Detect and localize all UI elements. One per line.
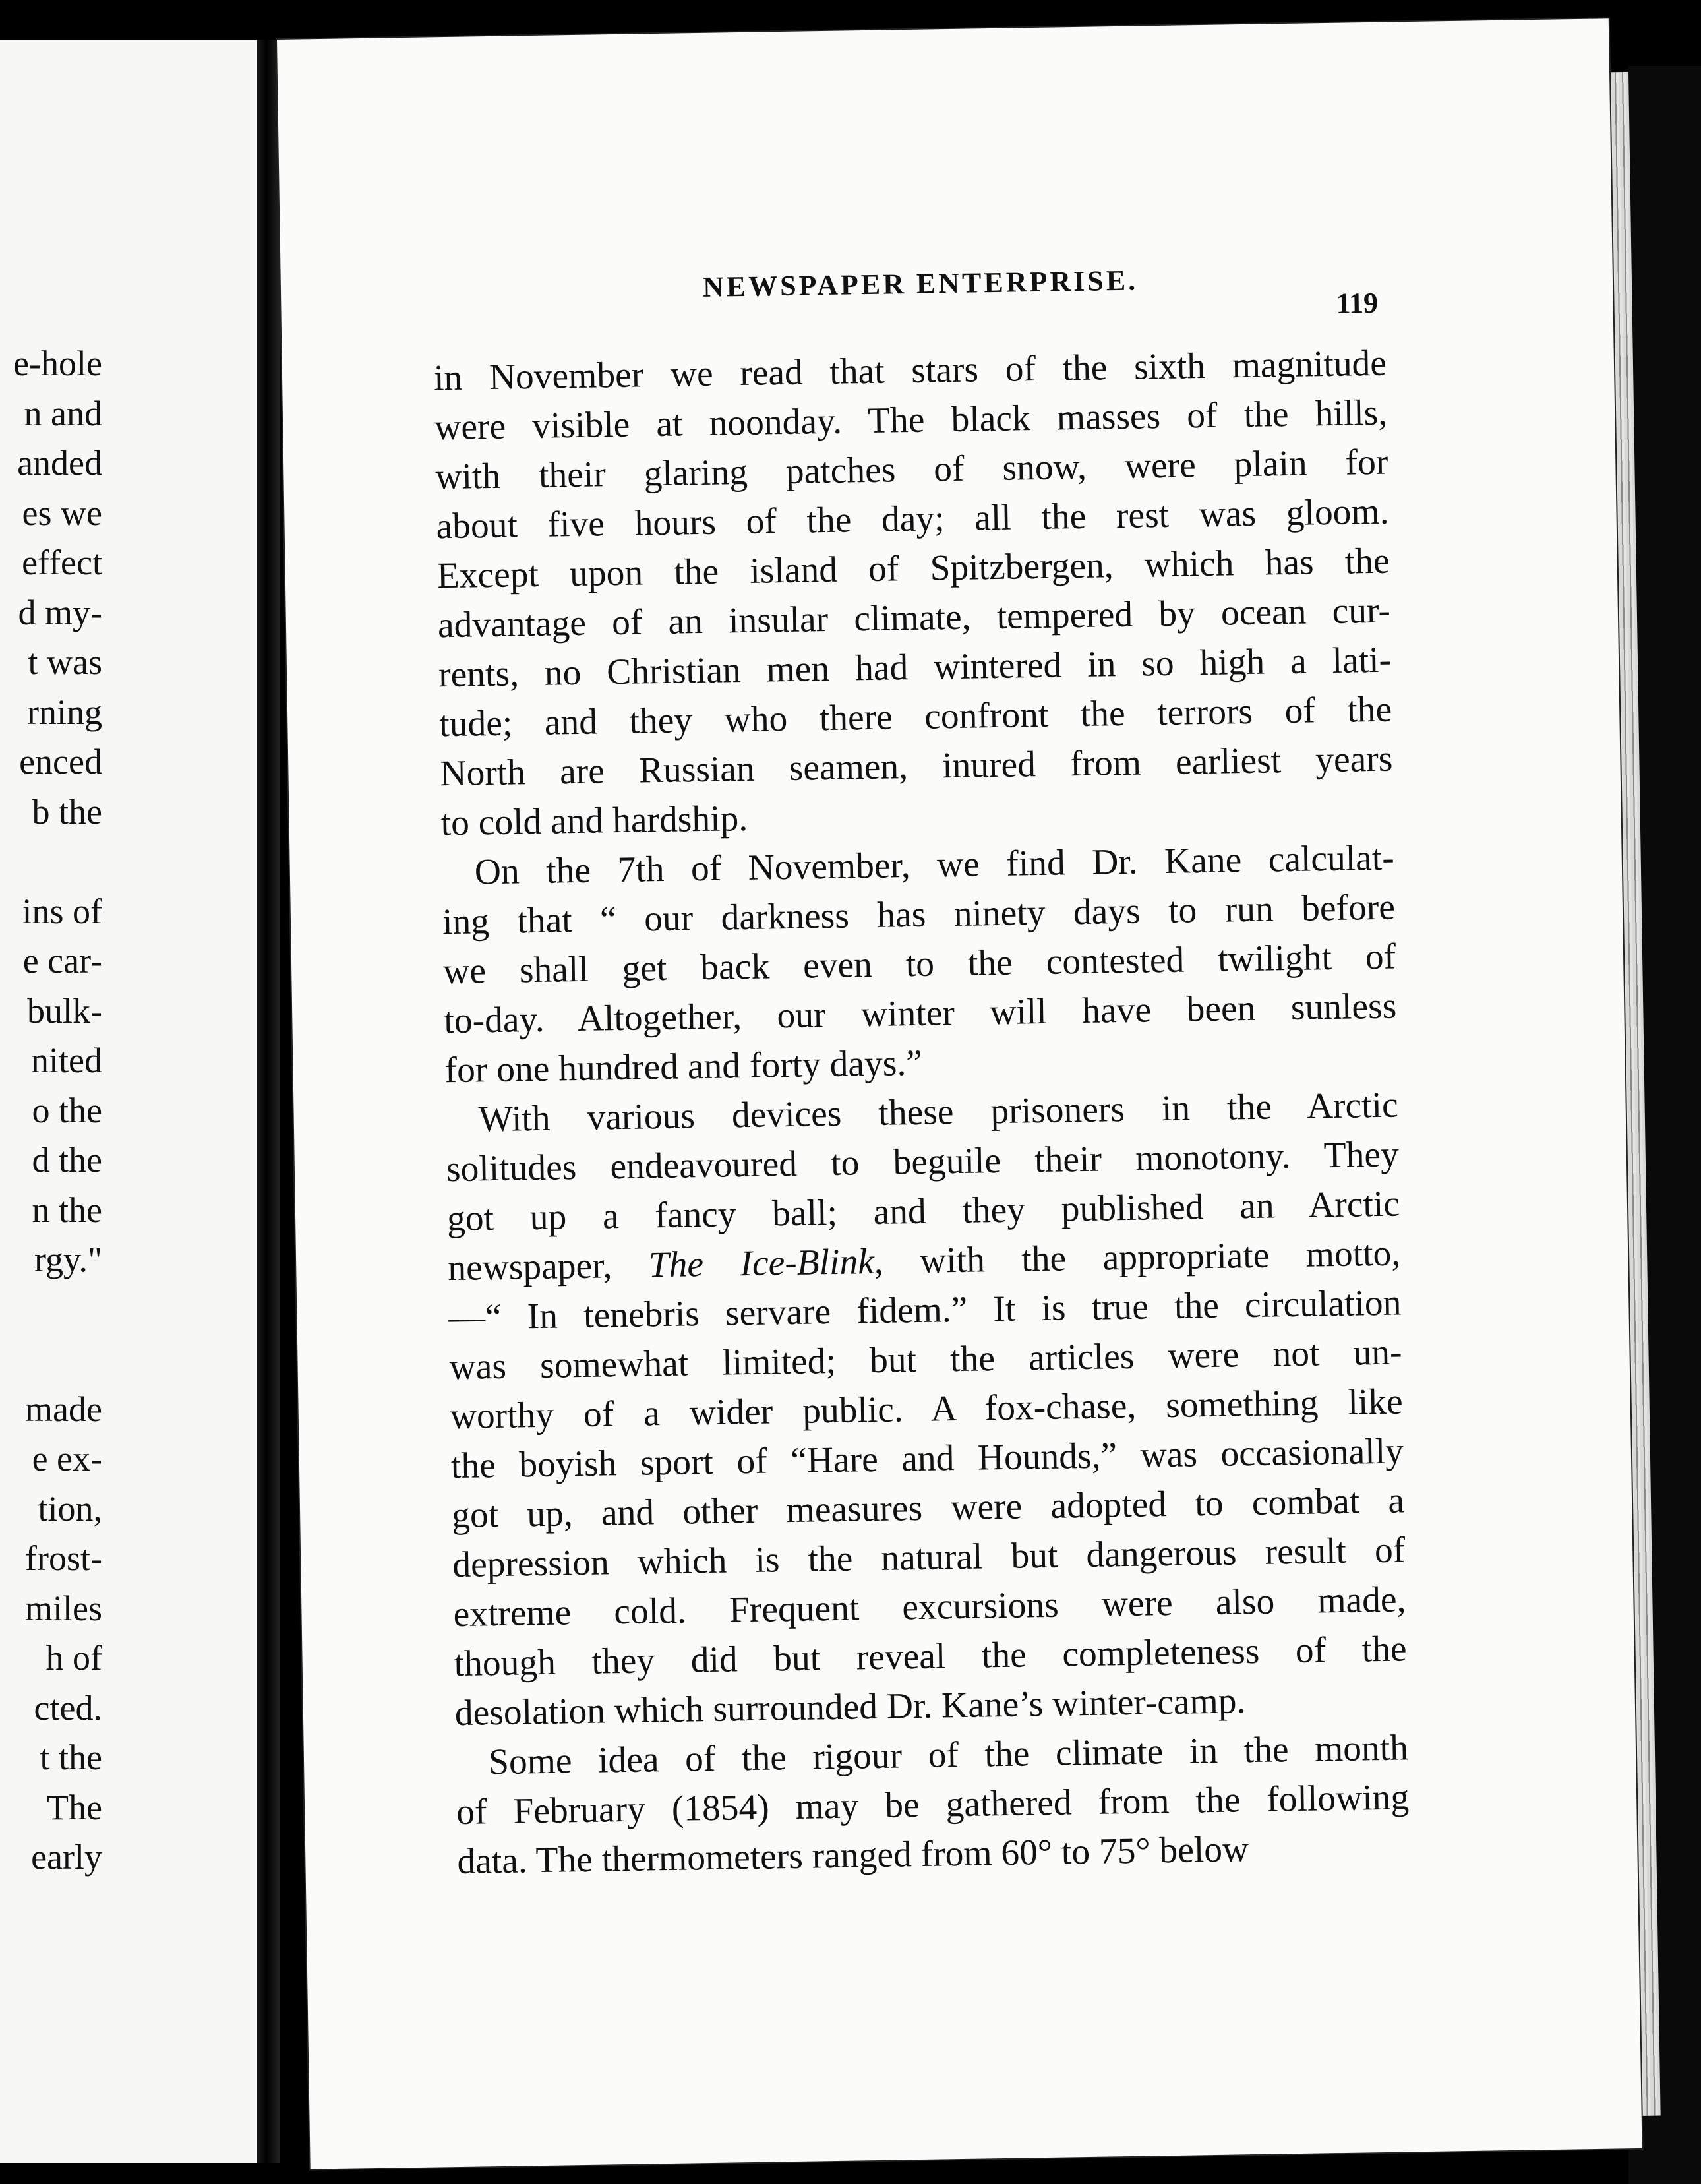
text-line: —“ In tenebris servare fidem.” It is true the circulation	[448, 1283, 1402, 1339]
text-line: in November we read that stars of the sixth magnitude	[433, 343, 1387, 399]
left-page-line: miles	[25, 1588, 102, 1628]
left-page-line: nited	[31, 1041, 102, 1080]
text-line: of February (1854) may be gathered from the following	[456, 1777, 1410, 1833]
text-line: With various devices these prisoners in the Arctic	[478, 1085, 1399, 1140]
left-page-line: rning	[27, 692, 102, 732]
text-line: to cold and hardship.	[440, 798, 748, 844]
left-page-line: n the	[32, 1190, 102, 1230]
text-line: North are Russian seamen, inured from earliest years	[440, 739, 1393, 795]
page-number: 119	[1336, 286, 1379, 320]
text-line: we shall get back even to the contested twilight of	[442, 936, 1396, 992]
text-line: worthy of a wider public. A fox-chase, something like	[450, 1381, 1404, 1438]
left-page-line: tion,	[38, 1488, 102, 1529]
text-line: desolation which surrounded Dr. Kane’s winter-camp.	[454, 1681, 1246, 1734]
running-head: NEWSPAPER ENTERPRISE.	[702, 264, 1139, 303]
text-line: extreme cold. Frequent excursions were also made,	[453, 1579, 1406, 1635]
left-page-line: ins of	[22, 891, 102, 931]
body-text	[434, 339, 1410, 1887]
text-line: was somewhat limited; but the articles were not un-	[449, 1332, 1402, 1388]
text-line: for one hundred and forty days.”	[444, 1043, 923, 1091]
text-line: the boyish sport of “Hare and Hounds,” was occasionally	[450, 1431, 1404, 1487]
text-line: got up a fancy ball; and they published an Arctic	[446, 1184, 1400, 1240]
left-page-line: enced	[19, 742, 102, 781]
text-line: about five hours of the day; all the rest was gloom.	[436, 491, 1389, 547]
left-page-line: d the	[32, 1140, 102, 1180]
left-page-line: cted.	[34, 1687, 102, 1728]
text-line: Some idea of the rigour of the climate in the month	[488, 1728, 1409, 1783]
text-line: Except upon the island of Spitzbergen, which has the	[436, 541, 1390, 597]
text-line: depression which is the natural but dangerous result of	[452, 1530, 1406, 1586]
left-page-line: bulk-	[27, 990, 102, 1031]
book-page	[277, 18, 1642, 2169]
book-gutter	[257, 40, 280, 2163]
text-line: solitudes endeavoured to beguile their monotony. They	[446, 1134, 1400, 1190]
left-facing-page	[0, 40, 264, 2163]
text-line: tude; and they who there confront the terrors of the	[438, 689, 1392, 745]
left-page-line: effect	[22, 543, 102, 582]
left-page-line: anded	[17, 443, 102, 483]
text-line: to-day. Altogether, our winter will have been sunless	[443, 986, 1397, 1042]
left-page-line: e ex-	[32, 1439, 102, 1478]
left-page-line: frost-	[25, 1538, 102, 1578]
left-page-line: t was	[28, 642, 102, 682]
text-line: advantage of an insular climate, tempered by ocean cur-	[437, 590, 1391, 646]
left-page-line: e car-	[22, 941, 102, 981]
left-page-line: d my-	[18, 592, 102, 632]
left-page-line: b the	[32, 791, 102, 832]
text-line: ing that “ our darkness has ninety days to run before	[442, 887, 1396, 943]
text-line: though they did but reveal the completeness of the	[454, 1629, 1408, 1685]
text-line: data. The thermometers ranged from 60° to 75° below	[456, 1829, 1249, 1883]
left-page-line: rgy."	[34, 1240, 102, 1279]
text-line: were visible at noonday. The black masses of the hills,	[434, 392, 1388, 448]
text-line: with their glaring patches of snow, were plain for	[434, 442, 1388, 498]
left-page-line: o the	[32, 1090, 102, 1130]
text-line: rents, no Christian men had wintered in so high a lati-	[438, 640, 1392, 696]
text-line: newspaper, The Ice-Blink, with the appropriate motto,	[447, 1233, 1401, 1289]
text-line: On the 7th of November, we find Dr. Kane calculat-	[474, 837, 1395, 893]
left-page-line: early	[31, 1837, 102, 1877]
left-page-line: n and	[24, 393, 102, 433]
left-page-line: es we	[22, 493, 102, 533]
text-line: got up, and other measures were adopted to combat a	[451, 1480, 1405, 1536]
left-page-line: made	[25, 1389, 102, 1429]
left-page-line: t the	[40, 1738, 102, 1777]
left-page-line: e-hole	[13, 344, 102, 383]
left-page-line: h of	[45, 1638, 102, 1678]
left-page-line: The	[47, 1787, 102, 1827]
